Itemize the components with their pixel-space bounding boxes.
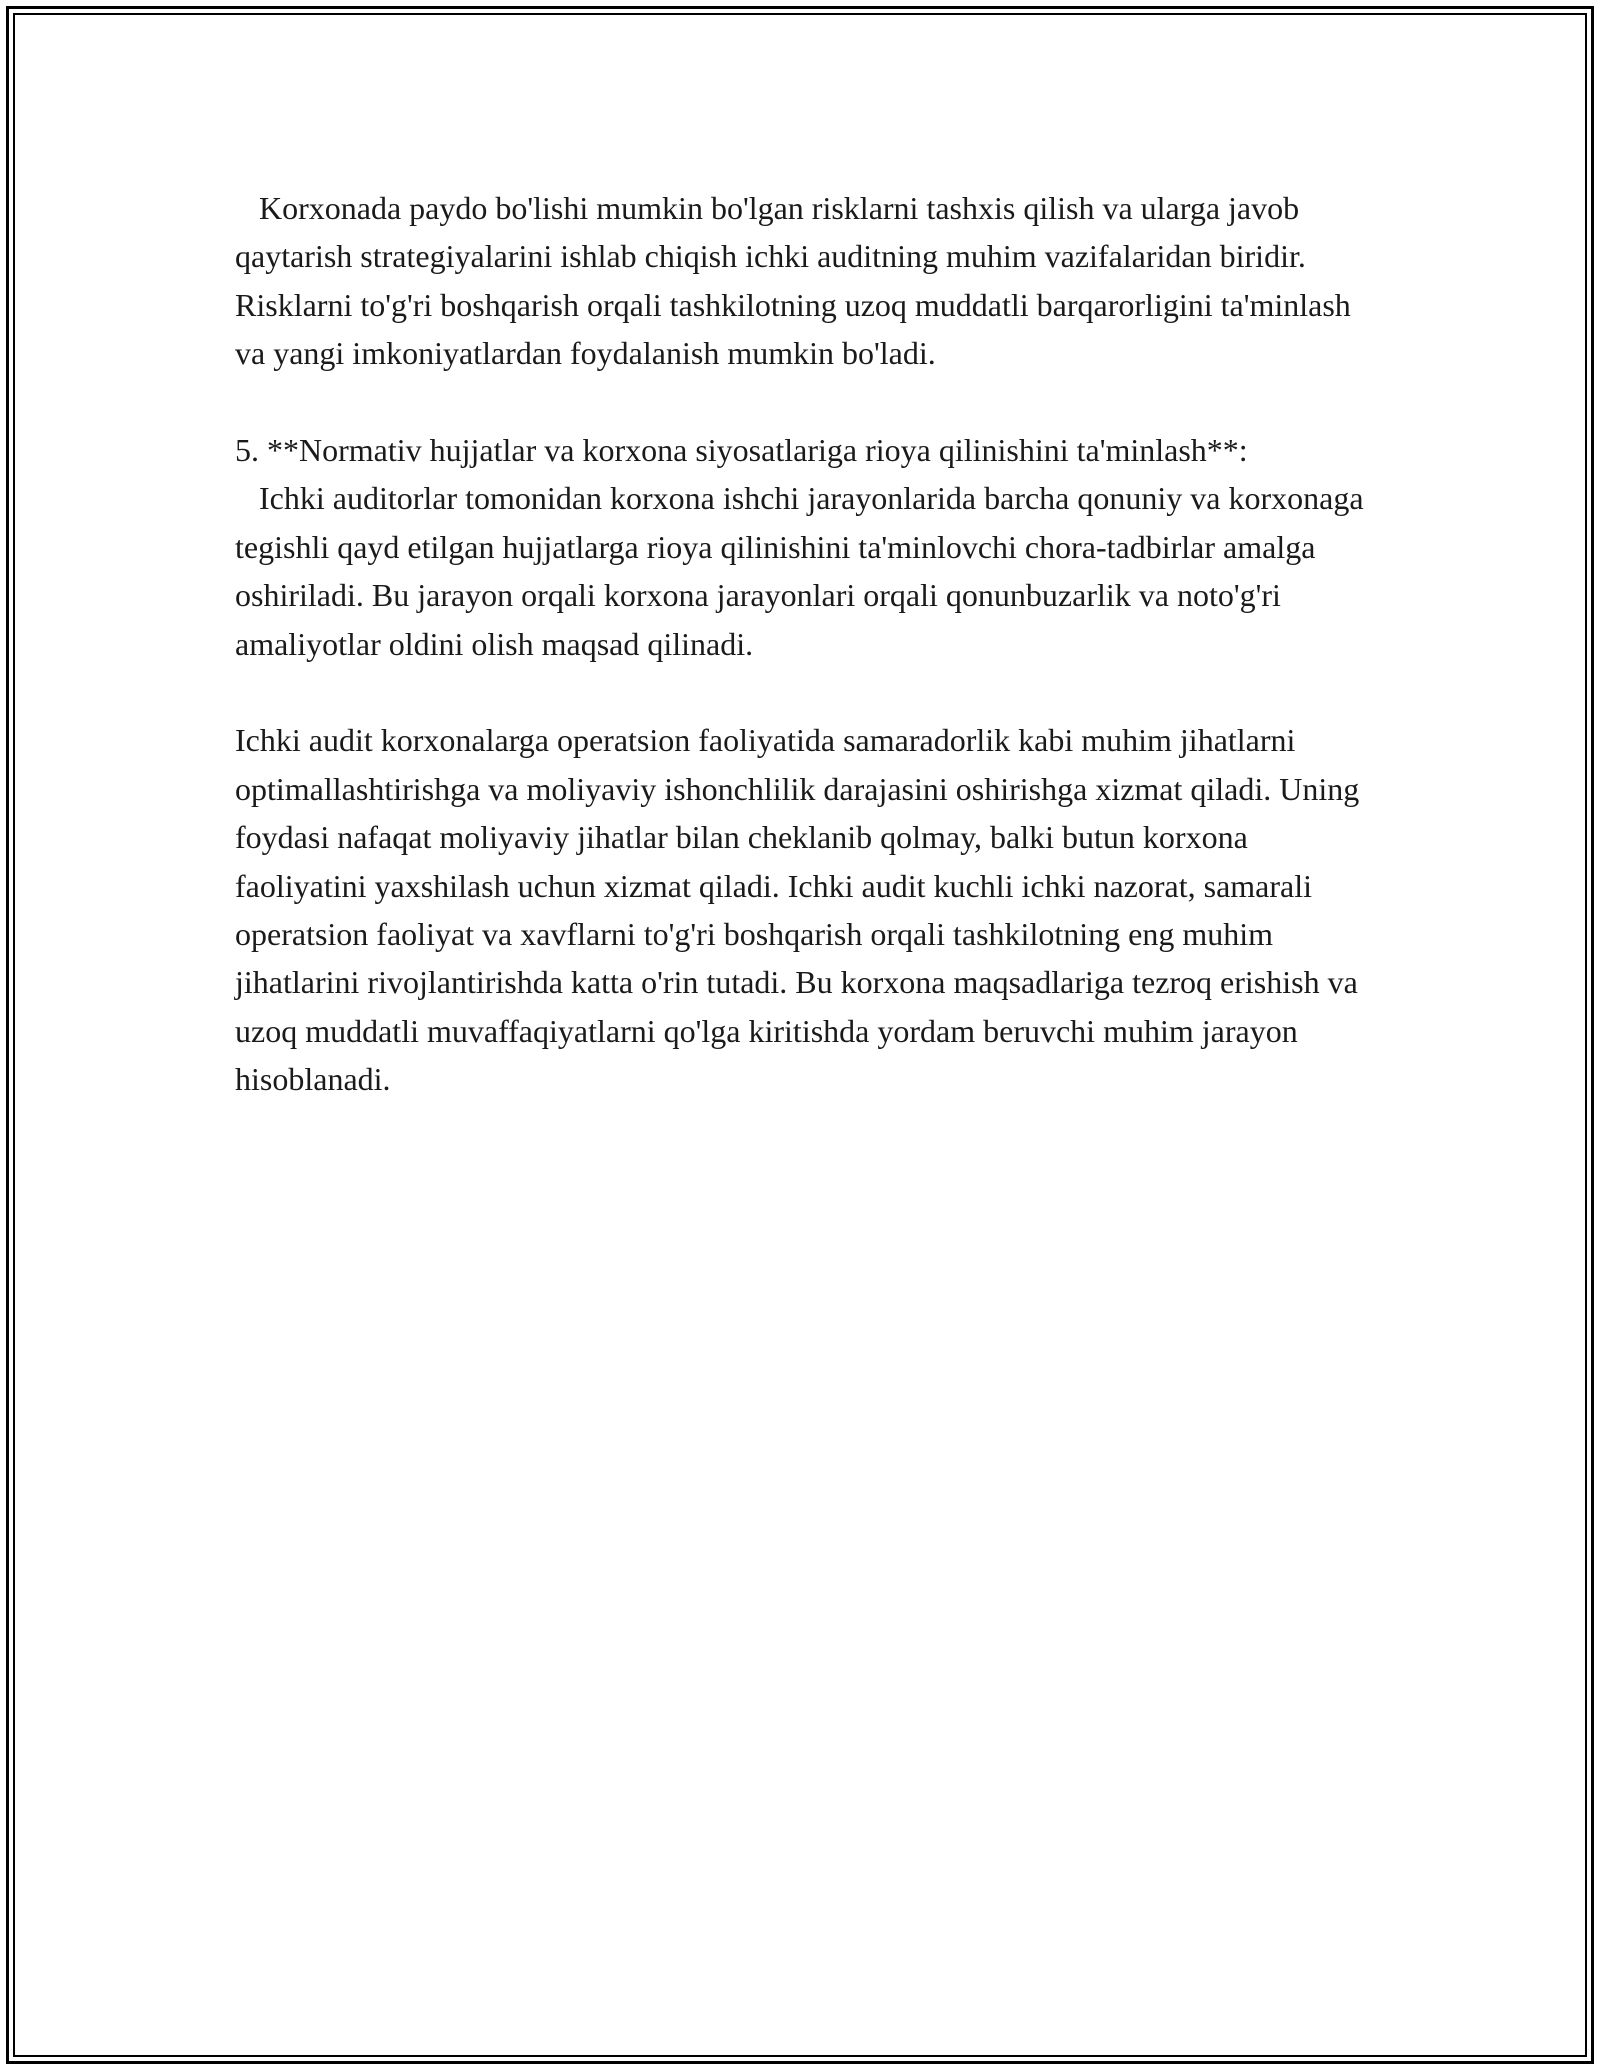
paragraph-spacer [235, 378, 1385, 426]
document-body [235, 184, 1385, 1104]
section-5-heading: 5. **Normativ hujjatlar va korxona siyosatlariga rioya qilinishini ta'minlash**: [235, 432, 1248, 469]
paragraph-spacer [235, 668, 1385, 716]
paragraph-conclusion: Ichki audit korxonalarga operatsion faoliyatida samaradorlik kabi muhim jihatlarni optimallashtirishga va moliyaviy ishonchlilik darajasini oshirishga xizmat qiladi. Uning foydasi nafaqat moliyaviy jihatlar bilan cheklanib qolmay, balki butun korxona faoliyatini yaxshilash uchun xizmat qiladi. Ichki audit kuchli ichki nazorat, samarali operatsion faoliyat va xavflarni to'g'ri boshqarish orqali tashkilotning eng muhim jihatlarini rivojlantirishda katta o'rin tutadi. Bu korxona maqsadlariga tezroq erishish va uzoq muddatli muvaffaqiyatlarni qo'lga kiritishda yordam beruvchi muhim jarayon hisoblanadi. [235, 722, 1368, 1098]
paragraph-risk-management: Korxonada paydo bo'lishi mumkin bo'lgan risklarni tashxis qilish va ularga javob qaytarish strategiyalarini ishlab chiqish ichki auditning muhim vazifalaridan biridir. Risklarni to'g'ri boshqarish orqali tashkilotning uzoq muddatli barqarorligini ta'minlash va yangi imkoniyatlardan foydalanish mumkin bo'ladi. [235, 190, 1359, 372]
section-5-body: Ichki auditorlar tomonidan korxona ishchi jarayonlarida barcha qonuniy va korxonaga tegishli qayd etilgan hujjatlarga rioya qilinishini ta'minlovchi chora-tadbirlar amalga oshiriladi. Bu jarayon orqali korxona jarayonlari orqali qonunbuzarlik va noto'g'ri amaliyotlar oldini olish maqsad qilinadi. [235, 480, 1372, 662]
